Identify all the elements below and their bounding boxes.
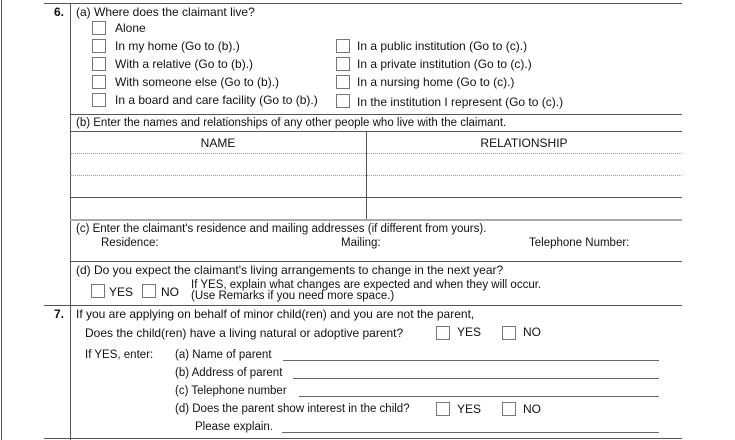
option-public-institution: In a public institution (Go to (c).) <box>357 39 528 53</box>
option-private-institution: In a private institution (Go to (c).) <box>357 57 532 71</box>
question-6d-text: (d) Do you expect the claimant's living arrangements to change in the next year? <box>76 263 504 277</box>
column-header-name: NAME <box>200 136 236 150</box>
left-border <box>1 0 2 440</box>
option-in-my-home: In my home (Go to (b).) <box>115 39 240 53</box>
table-top <box>70 131 682 132</box>
checkbox-with-relative[interactable] <box>92 57 106 71</box>
table-row[interactable] <box>70 198 682 218</box>
parent-interest-question: (d) Does the parent show interest in the child? <box>175 403 410 415</box>
label-6d-no: NO <box>161 285 179 299</box>
divider-6d <box>70 261 682 262</box>
parent-name-field[interactable] <box>283 360 659 361</box>
telephone-label: Telephone Number: <box>529 237 630 249</box>
parent-address-label: (b) Address of parent <box>175 367 283 379</box>
table-row[interactable] <box>70 154 682 174</box>
checkbox-nursing-home[interactable] <box>336 75 350 89</box>
option-board-and-care: In a board and care facility (Go to (b).) <box>115 93 318 107</box>
option-alone: Alone <box>115 21 146 35</box>
explain-text-line2: (Use Remarks if you need more space.) <box>191 290 395 302</box>
please-explain-field[interactable] <box>282 432 659 433</box>
mailing-label: Mailing: <box>341 237 381 249</box>
label-interest-yes: YES <box>457 402 482 416</box>
question-6b-text: (b) Enter the names and relationships of any other people who live with the claimant. <box>76 117 507 129</box>
if-yes-label: If YES, enter: <box>85 349 154 361</box>
question-6a-text: (a) Where does the claimant live? <box>76 5 255 19</box>
checkbox-interest-yes[interactable] <box>436 402 450 416</box>
checkbox-public-institution[interactable] <box>336 39 350 53</box>
question-6c-text: (c) Enter the claimant's residence and mailing addresses (if different from yours). <box>76 223 487 235</box>
label-6d-yes: YES <box>109 285 134 299</box>
option-nursing-home: In a nursing home (Go to (c).) <box>357 75 515 89</box>
checkbox-private-institution[interactable] <box>336 57 350 71</box>
number-column-divider <box>70 3 71 440</box>
please-explain-label: Please explain. <box>195 421 273 433</box>
question-6-number: 6. <box>53 5 64 19</box>
parent-address-field[interactable] <box>293 378 659 379</box>
checkbox-in-my-home[interactable] <box>92 39 106 53</box>
table-bottom <box>70 219 682 221</box>
divider-q7 <box>44 305 682 306</box>
question-7-number: 7. <box>53 307 64 321</box>
residence-label: Residence: <box>101 237 159 249</box>
checkbox-6d-yes[interactable] <box>91 284 105 298</box>
explain-text-line1: If YES, explain what changes are expected and when they will occur. <box>191 279 542 291</box>
divider-6b <box>70 114 682 115</box>
checkbox-interest-no[interactable] <box>502 402 516 416</box>
table-row[interactable] <box>70 176 682 196</box>
option-with-relative: With a relative (Go to (b).) <box>115 57 254 71</box>
checkbox-6d-no[interactable] <box>142 284 156 298</box>
label-living-parent-no: NO <box>523 325 541 339</box>
label-interest-no: NO <box>523 402 541 416</box>
checkbox-institution-i-represent[interactable] <box>336 94 350 108</box>
checkbox-board-and-care[interactable] <box>92 93 106 107</box>
option-institution-i-represent: In the institution I represent (Go to (c).) <box>357 95 564 109</box>
column-header-relationship: RELATIONSHIP <box>480 136 568 150</box>
checkbox-living-parent-yes[interactable] <box>436 326 450 340</box>
parent-name-label: (a) Name of parent <box>175 349 272 361</box>
parent-phone-label: (c) Telephone number <box>175 385 287 397</box>
label-living-parent-yes: YES <box>457 325 482 339</box>
option-with-someone-else: With someone else (Go to (b).) <box>115 75 280 89</box>
living-parent-question: Does the child(ren) have a living natural or adoptive parent? <box>85 326 404 340</box>
parent-phone-field[interactable] <box>299 396 659 397</box>
question-7-intro: If you are applying on behalf of minor child(ren) and you are not the parent, <box>76 307 475 321</box>
checkbox-with-someone-else[interactable] <box>92 75 106 89</box>
checkbox-living-parent-no[interactable] <box>502 326 516 340</box>
top-border <box>44 3 682 4</box>
bottom-border <box>44 438 682 439</box>
checkbox-alone[interactable] <box>92 21 106 35</box>
